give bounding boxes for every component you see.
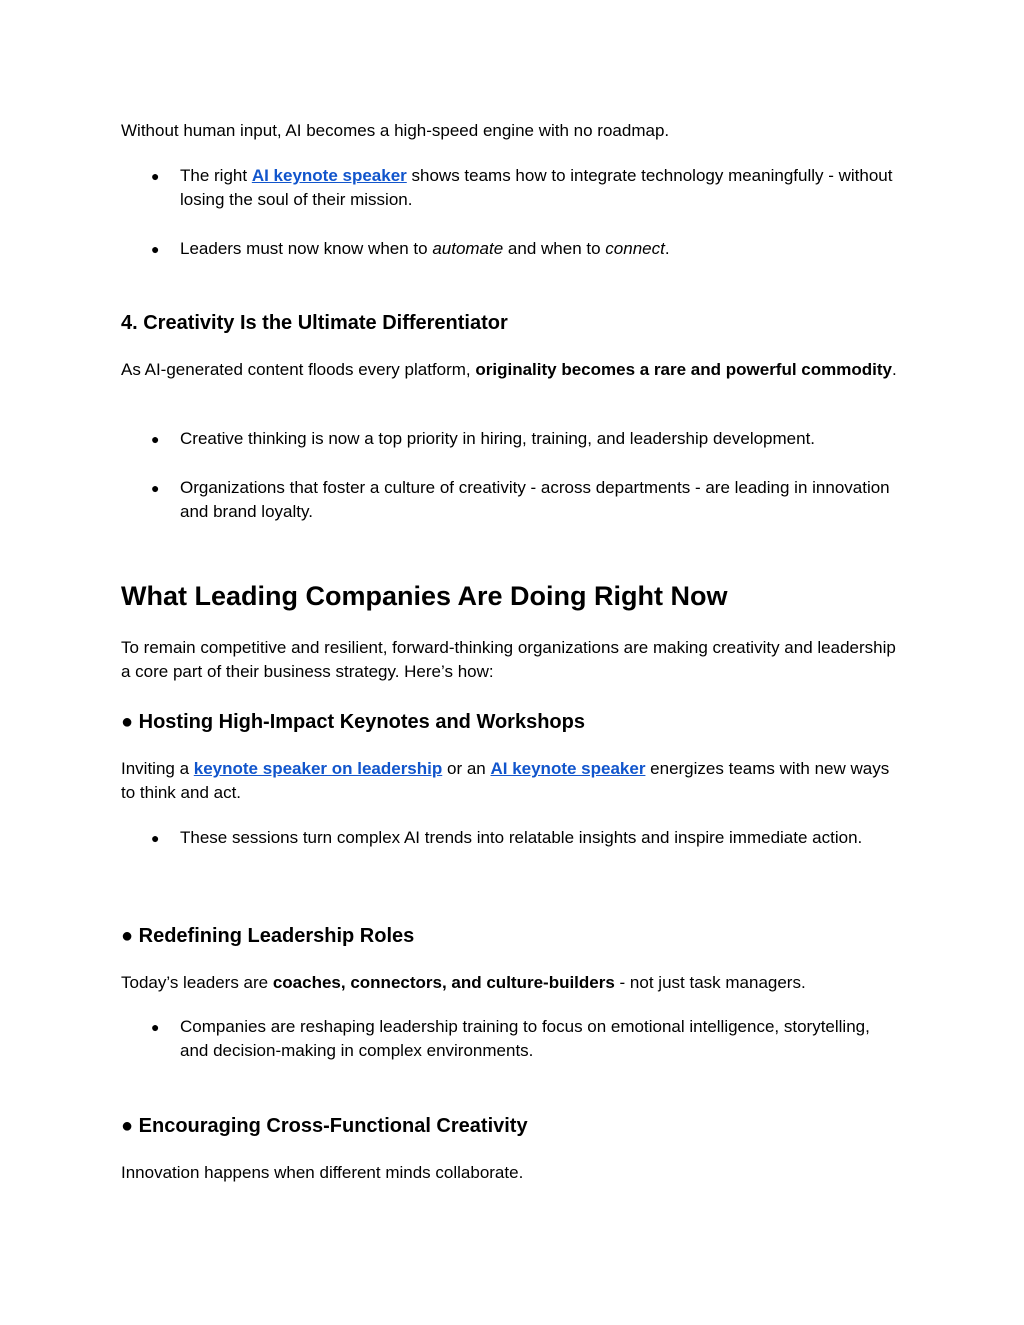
bullet-icon: ●: [151, 431, 160, 447]
leading-companies-paragraph: To remain competitive and resilient, forward-thinking organizations are making creativity and leadership a core part of their business strategy. Here’s how:: [121, 638, 896, 681]
list-item: ● Organizations that foster a culture of creativity - across departments - are leading in innovation and brand loyalty.: [151, 478, 890, 521]
leadership-roles-paragraph: Today’s leaders are coaches, connectors, and culture-builders - not just task managers.: [121, 973, 806, 992]
keynotes-paragraph: Inviting a keynote speaker on leadership or an AI keynote speaker energizes teams with new ways to think and act.: [121, 759, 890, 802]
cross-functional-paragraph: Innovation happens when different minds collaborate.: [121, 1163, 524, 1182]
bullet-icon: ●: [151, 480, 160, 496]
section-4-paragraph: As AI-generated content floods every platform, originality becomes a rare and powerful commodity.: [121, 360, 897, 379]
bullet-icon: ●: [151, 830, 160, 846]
list-item: ● Companies are reshaping leadership training to focus on emotional intelligence, storytelling, and decision-making in complex environments.: [151, 1017, 870, 1060]
list-item: ● Creative thinking is now a top priority in hiring, training, and leadership development.: [180, 427, 902, 451]
leadership-roles-heading: ● Redefining Leadership Roles: [121, 925, 415, 947]
bullet-icon: ●: [151, 241, 160, 257]
bullet-icon: ●: [151, 168, 160, 184]
leading-companies-heading: What Leading Companies Are Doing Right Now: [121, 581, 728, 611]
intro-paragraph: Without human input, AI becomes a high-speed engine with no roadmap.: [121, 121, 670, 140]
list-item: ● These sessions turn complex AI trends into relatable insights and inspire immediate action.: [180, 826, 902, 850]
ai-keynote-speaker-link[interactable]: AI keynote speaker: [251, 166, 407, 185]
cross-functional-heading: ● Encouraging Cross-Functional Creativity: [121, 1115, 528, 1137]
keynotes-heading: ● Hosting High-Impact Keynotes and Workshops: [121, 711, 585, 733]
list-item: ● Leaders must now know when to automate and when to connect.: [180, 237, 902, 261]
list-item: ● The right AI keynote speaker shows teams how to integrate technology meaningfully - without losing the soul of their mission.: [151, 166, 893, 209]
section-4-heading: 4. Creativity Is the Ultimate Differentiator: [121, 312, 508, 334]
ai-keynote-speaker-link[interactable]: AI keynote speaker: [490, 759, 646, 778]
keynote-speaker-on-leadership-link[interactable]: keynote speaker on leadership: [193, 759, 443, 778]
bullet-icon: ●: [151, 1019, 160, 1035]
